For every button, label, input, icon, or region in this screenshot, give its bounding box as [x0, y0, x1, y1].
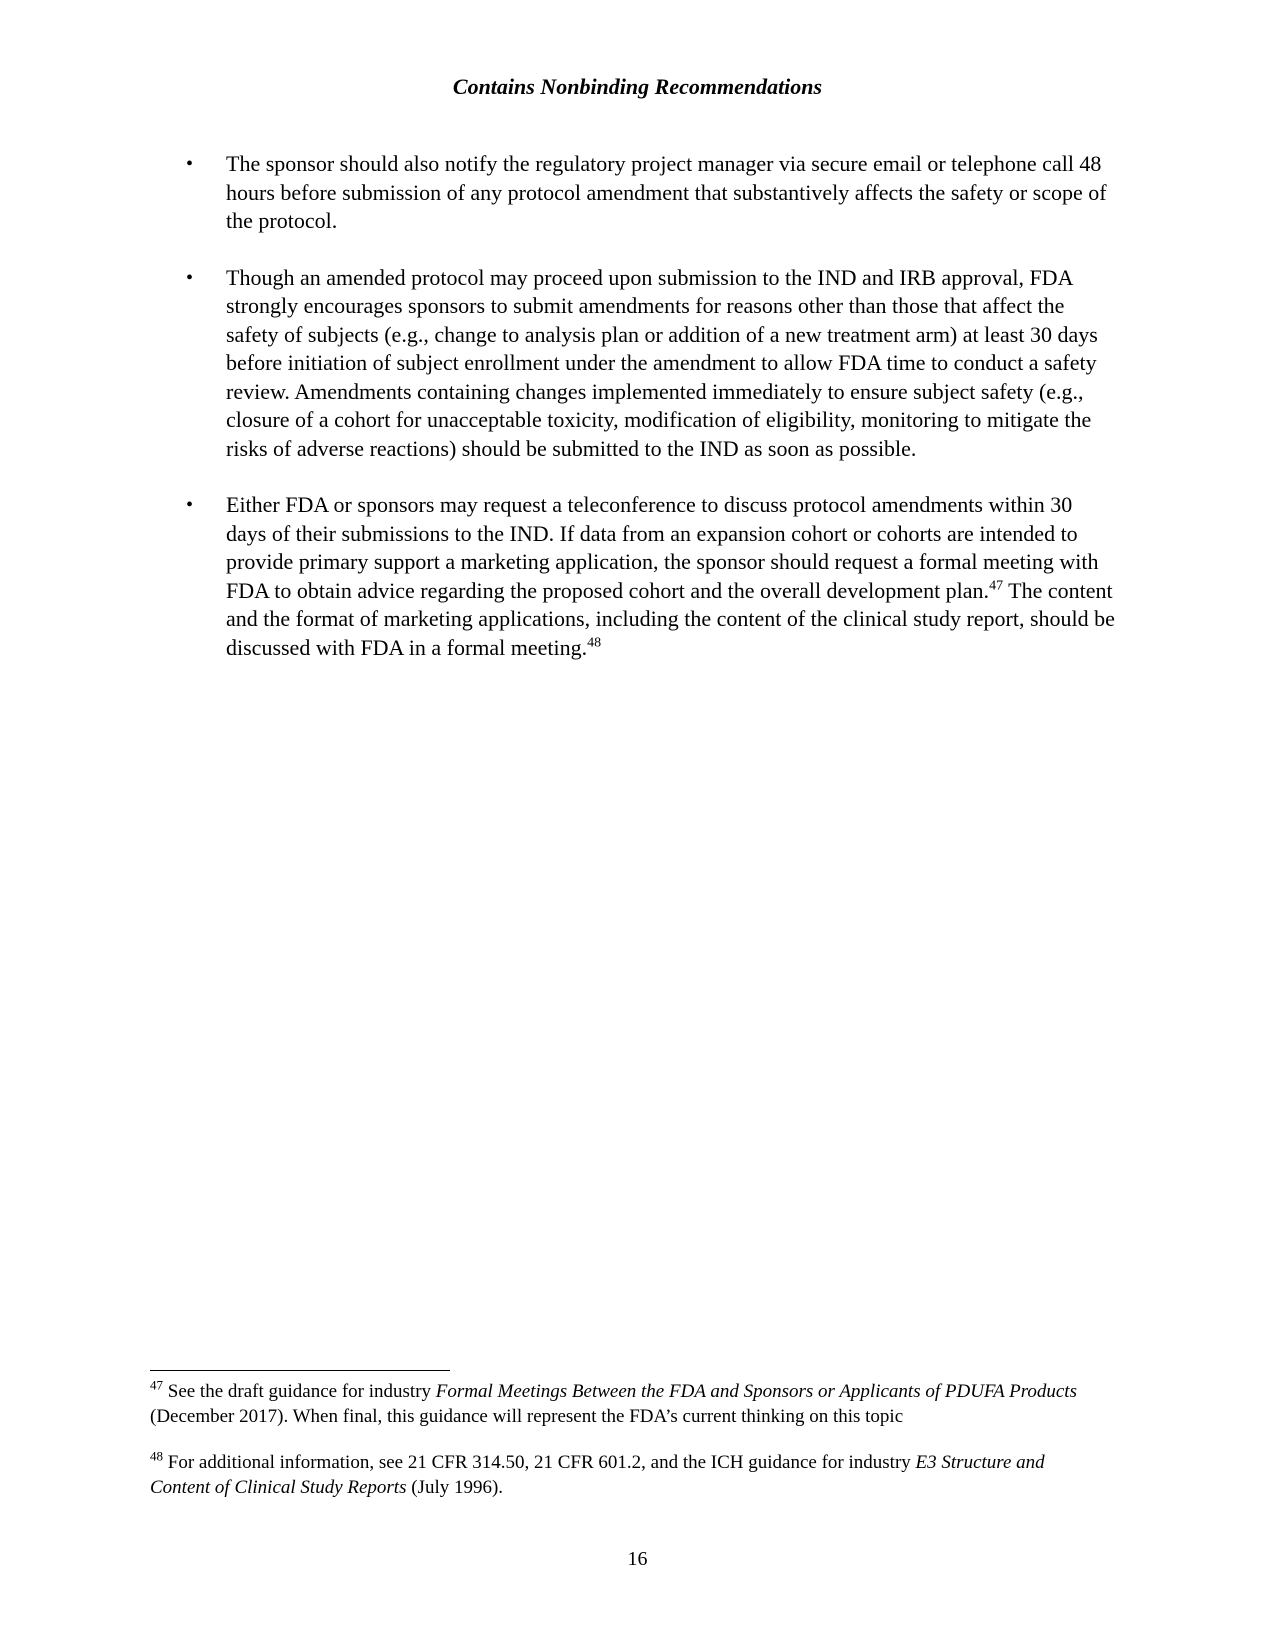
bullet-text: Though an amended protocol may proceed upon submission to the IND and IRB approval, FDA strongly encourages sponsors to submit amendments for reasons other than those that affect the safety of subjects (e.g., change to analysis plan or addition of a new treatment arm) at least 30 days before initiation of subject enrollment under the amendment to allow FDA time to conduct a safety review. Amendments containing changes implemented immediately to ensure subject safety (e.g., closure of a cohort for unacceptable toxicity, modification of eligibility, monitoring to mitigate the risks of adverse reactions) should be submitted to the IND as soon as possible. [226, 264, 1098, 461]
footnote-document-title: E3 Structure and Content of Clinical Study Reports [150, 1452, 1045, 1498]
bullet-text: The content and the format of marketing applications, including the content of the clinical study report, should be discussed with FDA in a formal meeting. [226, 577, 1115, 660]
bullet-icon: • [186, 494, 194, 516]
page-number: 16 [627, 1548, 648, 1570]
footnote-reference[interactable]: 48 [587, 635, 602, 651]
footnote-divider [150, 1370, 450, 1371]
footnote-text: (December 2017). When final, this guidance will represent the FDA’s current thinking on this topic [150, 1405, 904, 1427]
footnote-number: 48 [150, 1448, 163, 1464]
footnote-text: (July 1996). [406, 1476, 504, 1498]
bullet-list [186, 150, 1116, 690]
footnote-document-title: Formal Meetings Between the FDA and Sponsors or Applicants of PDUFA Products [435, 1381, 1077, 1402]
bullet-icon: • [186, 266, 194, 289]
footnote-text: For additional information, see 21 CFR 314.50, 21 CFR 601.2, and the ICH guidance for industry [163, 1452, 916, 1473]
footnote-text: See the draft guidance for industry [163, 1381, 436, 1402]
footnotes-section [150, 1377, 1100, 1522]
list-item [186, 150, 1116, 236]
footnote [150, 1377, 1100, 1429]
list-item [186, 491, 1116, 662]
footnote [150, 1448, 1100, 1500]
footnote-number: 47 [150, 1377, 163, 1393]
list-item [186, 264, 1116, 464]
footnote-reference[interactable]: 47 [989, 578, 1004, 594]
page-header: Contains Nonbinding Recommendations [452, 74, 823, 99]
bullet-icon: • [186, 153, 194, 175]
bullet-text: Either FDA or sponsors may request a teleconference to discuss protocol amendments within 30 days of their submissions to the IND. If data from an expansion cohort or cohorts are intended to provide primary support a marketing application, the sponsor should request a formal meeting with FDA to obtain advice regarding the proposed cohort and the overall development plan. [226, 492, 1099, 603]
bullet-text: The sponsor should also notify the regulatory project manager via secure email or telephone call 48 hours before submission of any protocol amendment that substantively affects the safety or scope of the protocol. [226, 151, 1107, 233]
